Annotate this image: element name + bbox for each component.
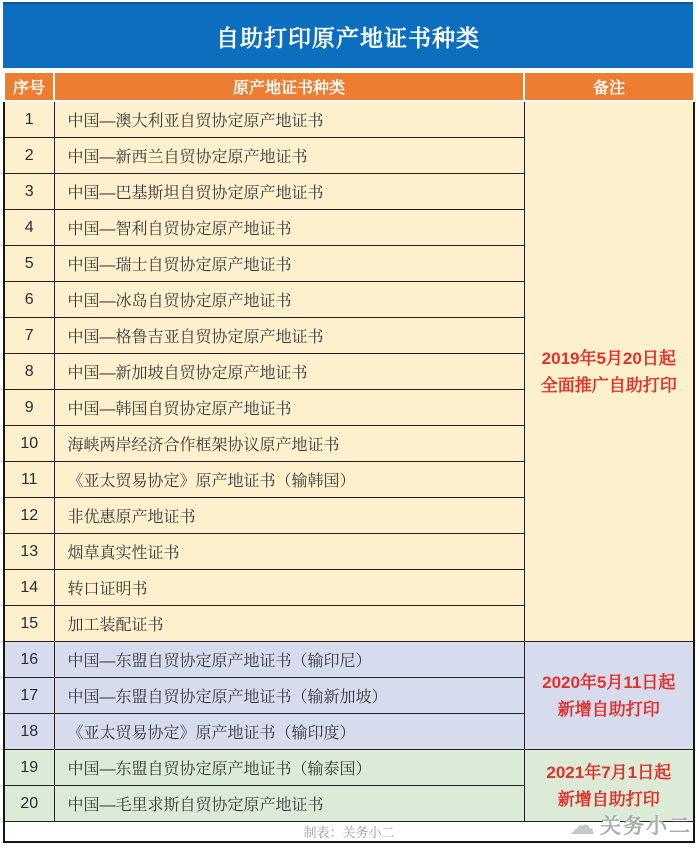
remark-line: 全面推广自助打印 [540, 375, 677, 395]
certificate-name-cell: 海峡两岸经济合作框架协议原产地证书 [54, 426, 524, 462]
certificate-name-cell: 中国—新加坡自贸协定原产地证书 [54, 354, 524, 390]
certificate-name-cell: 烟草真实性证书 [54, 534, 524, 570]
certificate-name-cell: 中国—智利自贸协定原产地证书 [54, 210, 524, 246]
certificate-name-cell: 中国—东盟自贸协定原产地证书（输泰国） [54, 750, 524, 786]
remark-line: 2020年5月11日起 [542, 672, 676, 692]
row-number-cell: 18 [4, 714, 54, 750]
row-number-cell: 6 [4, 282, 54, 318]
row-number-cell: 4 [4, 210, 54, 246]
remark-cell [524, 750, 694, 822]
page-title: 自助打印原产地证书种类 [3, 2, 693, 68]
table-row [4, 101, 694, 138]
row-number-cell: 5 [4, 246, 54, 282]
row-number-cell: 10 [4, 426, 54, 462]
row-number-cell: 12 [4, 498, 54, 534]
row-number-cell: 20 [4, 786, 54, 822]
footer-row [4, 822, 694, 843]
certificate-name-cell: 中国—巴基斯坦自贸协定原产地证书 [54, 174, 524, 210]
row-number-cell: 15 [4, 606, 54, 642]
certificate-name-cell: 《亚太贸易协定》原产地证书（输韩国） [54, 462, 524, 498]
certificate-name-cell: 中国—毛里求斯自贸协定原产地证书 [54, 786, 524, 822]
remark-line: 新增自助打印 [557, 699, 660, 719]
table-row [4, 750, 694, 786]
row-number-cell: 8 [4, 354, 54, 390]
row-number-cell: 2 [4, 138, 54, 174]
certificate-name-cell: 中国—东盟自贸协定原产地证书（输新加坡） [54, 678, 524, 714]
certificate-name-cell: 中国—东盟自贸协定原产地证书（输印尼） [54, 642, 524, 678]
certificate-name-cell: 中国—澳大利亚自贸协定原产地证书 [54, 101, 524, 138]
certificate-name-cell: 中国—新西兰自贸协定原产地证书 [54, 138, 524, 174]
certificate-name-cell: 中国—韩国自贸协定原产地证书 [54, 390, 524, 426]
row-number-cell: 11 [4, 462, 54, 498]
remark-line: 新增自助打印 [557, 789, 660, 809]
cloud-icon: ☁ [569, 810, 597, 840]
certificate-table [3, 71, 695, 843]
certificate-name-cell: 加工装配证书 [54, 606, 524, 642]
remark-cell [524, 642, 694, 750]
certificate-name-cell: 转口证明书 [54, 570, 524, 606]
col-header-type: 原产地证书种类 [54, 72, 524, 101]
row-number-cell: 1 [4, 101, 54, 138]
certificate-name-cell: 非优惠原产地证书 [54, 498, 524, 534]
row-number-cell: 14 [4, 570, 54, 606]
remark-line: 2019年5月20日起 [541, 348, 676, 368]
certificate-name-cell: 中国—冰岛自贸协定原产地证书 [54, 282, 524, 318]
header-row [4, 72, 694, 101]
row-number-cell: 16 [4, 642, 54, 678]
row-number-cell: 7 [4, 318, 54, 354]
row-number-cell: 17 [4, 678, 54, 714]
row-number-cell: 13 [4, 534, 54, 570]
row-number-cell: 3 [4, 174, 54, 210]
row-number-cell: 19 [4, 750, 54, 786]
table-row [4, 642, 694, 678]
certificate-name-cell: 中国—格鲁吉亚自贸协定原产地证书 [54, 318, 524, 354]
footer-credit: 制表：关务小二 [4, 822, 694, 843]
watermark-text: 关务小二 [600, 815, 692, 838]
certificate-name-cell: 中国—瑞士自贸协定原产地证书 [54, 246, 524, 282]
col-header-no: 序号 [4, 72, 54, 101]
remark-cell [524, 101, 694, 642]
remark-line: 2021年7月1日起 [546, 762, 672, 782]
row-number-cell: 9 [4, 390, 54, 426]
col-header-remark: 备注 [524, 72, 694, 101]
certificate-name-cell: 《亚太贸易协定》原产地证书（输印度） [54, 714, 524, 750]
